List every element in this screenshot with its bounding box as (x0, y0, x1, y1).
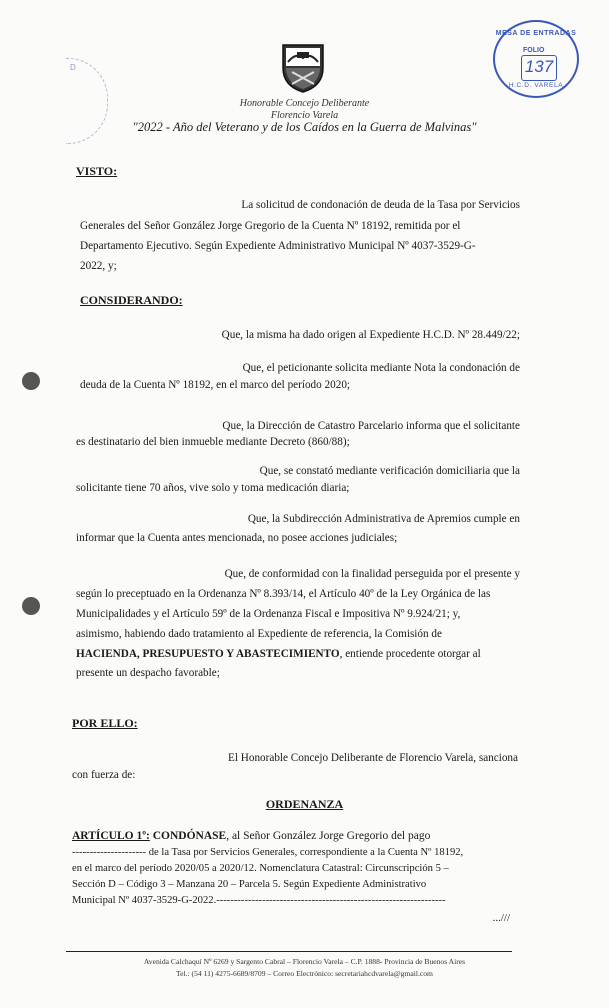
considerando-p6-line: según lo preceptuado en la Ordenanza Nº 8.393/14, el Artículo 40º de la Ley Orgánica de las (76, 588, 491, 600)
considerando-p4-line: solicitante tiene 70 años, vive solo y toma medicación diaria; (76, 482, 350, 494)
visto-line: Departamento Ejecutivo. Según Expediente Administrativo Municipal Nº 4037-3529-G- (80, 240, 476, 252)
considerando-p5-line: Que, la Subdirección Administrativa de Apremios cumple en (247, 513, 520, 525)
punch-hole-top (22, 372, 40, 390)
footer-contact: Tel.: (54 11) 4275-6689/8709 – Correo Electrónico: secretariahcdvarela@gmail.com (176, 969, 433, 978)
coat-of-arms-icon (280, 42, 326, 94)
considerando-p2-line: Que, el peticionante solicita mediante Nota la condonación de (242, 362, 520, 374)
considerando-heading: CONSIDERANDO: (80, 293, 183, 307)
institution-city: Florencio Varela (270, 110, 339, 121)
considerando-p6-line: Que, de conformidad con la finalidad perseguida por el presente y (224, 568, 520, 580)
considerando-p1: Que, la misma ha dado origen al Expediente H.C.D. Nº 28.449/22; (221, 329, 520, 341)
footer-address: Avenida Calchaquí Nº 6269 y Sargento Cabral – Florencio Varela – C.P. 1888- Provincia de Buenos Aires (143, 957, 466, 966)
considerando-p6-line: Municipalidades y el Artículo 59º de la Ordenanza Fiscal e Impositiva Nº 9.924/21; y, (76, 608, 461, 620)
considerando-p6-last: presente un despacho favorable; (76, 667, 220, 679)
por-ello-heading: POR ELLO: (72, 716, 138, 730)
stamp-folio-label: FOLIO (523, 47, 545, 54)
considerando-p5-line: informar que la Cuenta antes mencionada, no posee acciones judiciales; (76, 532, 398, 544)
year-motto: "2022 - Año del Veterano y de los Caídos en la Guerra de Malvinas" (132, 120, 477, 134)
considerando-p2-line: deuda de la Cuenta Nº 18192, en el marco del período 2020; (80, 379, 351, 391)
stamp-top-text: MESA DE ENTRADAS (495, 30, 577, 37)
considerando-p6-line: asimismo, habiendo dado tratamiento al Expediente de referencia, la Comisión de (76, 628, 442, 640)
left-stamp-letter: D (70, 63, 76, 72)
por-ello-line1: El Honorable Concejo Deliberante de Florencio Varela, sanciona (228, 752, 518, 764)
ordenanza-title: ORDENANZA (265, 797, 344, 811)
punch-hole-bottom (22, 597, 40, 615)
considerando-p6-bold-line (76, 646, 520, 663)
continuation-mark: .../// (492, 912, 510, 924)
institution-name: Honorable Concejo Deliberante (239, 98, 370, 109)
considerando-p3-line: es destinatario del bien inmueble mediante Decreto (860/88); (76, 436, 350, 448)
visto-line: La solicitud de condonación de deuda de la Tasa por Servicios (241, 199, 520, 211)
considerando-p3-line: Que, la Dirección de Catastro Parcelario informa que el solicitante (222, 420, 520, 432)
por-ello-line2: con fuerza de: (72, 769, 136, 781)
articulo-1-first-line (72, 828, 512, 845)
articulo-first-text: , al Señor González Jorge Gregorio del pago (226, 830, 431, 842)
footer-divider (66, 951, 512, 952)
considerando-p4-line: Que, se constató mediante verificación domiciliaria que la (259, 465, 520, 477)
articulo-line: en el marco del período 2020/05 a 2020/12. Nomenclatura Catastral: Circunscripción 5 – (72, 863, 449, 874)
articulo-line: Sección D – Código 3 – Manzana 20 – Parcela 5. Según Expediente Administrativo (72, 879, 427, 890)
visto-line: 2022, y; (80, 260, 117, 272)
mesa-de-entradas-stamp (493, 20, 579, 98)
visto-line: Generales del Señor González Jorge Gregorio de la Cuenta Nº 18192, remitida por el (80, 220, 461, 232)
comision-name: HACIENDA, PRESUPUESTO Y ABASTECIMIENTO (76, 648, 340, 660)
stamp-folio-number: 137 (521, 55, 557, 81)
articulo-label: ARTÍCULO 1º: (72, 830, 150, 842)
articulo-verb: CONDÓNASE (152, 830, 227, 842)
considerando-p6-after: , entiende procedente otorgar al (339, 648, 481, 660)
stamp-bottom-text: H.C.D. VARELA (508, 82, 564, 89)
visto-heading: VISTO: (76, 164, 118, 178)
articulo-line: Municipal Nº 4037-3529-G-2022.----------------------------------------------------------------- (72, 895, 446, 906)
articulo-line: --------------------- de la Tasa por Servicios Generales, correspondiente a la Cuenta Nº 18192, (72, 847, 464, 858)
